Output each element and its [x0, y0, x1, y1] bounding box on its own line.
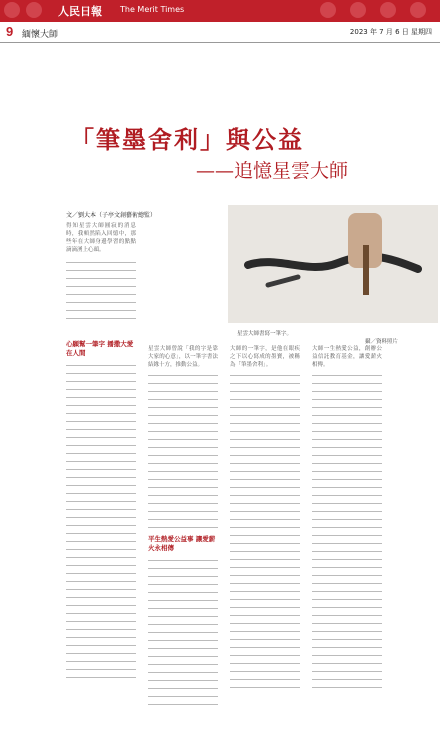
decor-icon	[350, 2, 366, 18]
section-heading: 心願幫一筆字 播撒大愛在人間	[66, 340, 134, 357]
section-title: 緬懷大師	[22, 30, 59, 40]
decor-icon	[410, 2, 426, 18]
issue-date: 2023 年 7 月 6 日 星期四	[349, 28, 432, 36]
section-heading: 平生熱愛公益事 讓愛薪火永相傳	[148, 535, 216, 552]
decor-icon	[26, 2, 42, 18]
text-lines	[312, 375, 382, 695]
article-subtitle: ——追憶星雲大師	[196, 160, 349, 182]
decor-icon	[320, 2, 336, 18]
decor-icon	[4, 2, 20, 18]
byline: 文／劉大本（子亭文創藝術總監）	[66, 212, 157, 219]
newspaper-logo: 人民日報	[58, 5, 102, 18]
text-lines	[66, 365, 136, 685]
column-4-text: 大師一生熱愛公益，創辦公益信託教育基金，讓愛薪火相傳。	[312, 346, 382, 368]
photo-credit: 攝／資料照片	[365, 339, 399, 345]
photo-caption: 星雲大師書寫一筆字。	[237, 331, 293, 337]
text-lines	[230, 375, 300, 695]
article-photo	[228, 205, 438, 323]
column-2-text: 星雲大師曾說「我的字是靠大家的心意」，以一筆字書法結緣十方，推動公益。	[148, 346, 218, 368]
masthead-banner	[0, 0, 440, 22]
article-title: 「筆墨舍利」與公益	[70, 125, 304, 154]
column-3-text: 大師的一筆字，是他在眼疾之下以心寫成的墨寶，被稱為「筆墨舍利」。	[230, 346, 300, 368]
text-lines	[66, 262, 136, 326]
text-lines	[148, 375, 218, 535]
newspaper-logo-english: The Merit Times	[120, 5, 185, 14]
column-1-text: 得知星雲大師圓寂的消息時，我頓然陷入回憶中，那些年在大師身邊學習的點點滴滴湧上心頭。	[66, 223, 136, 253]
page-number: 9	[6, 24, 14, 39]
text-lines	[148, 560, 218, 712]
calligraphy-photo-illustration	[228, 205, 438, 323]
decor-icon	[380, 2, 396, 18]
